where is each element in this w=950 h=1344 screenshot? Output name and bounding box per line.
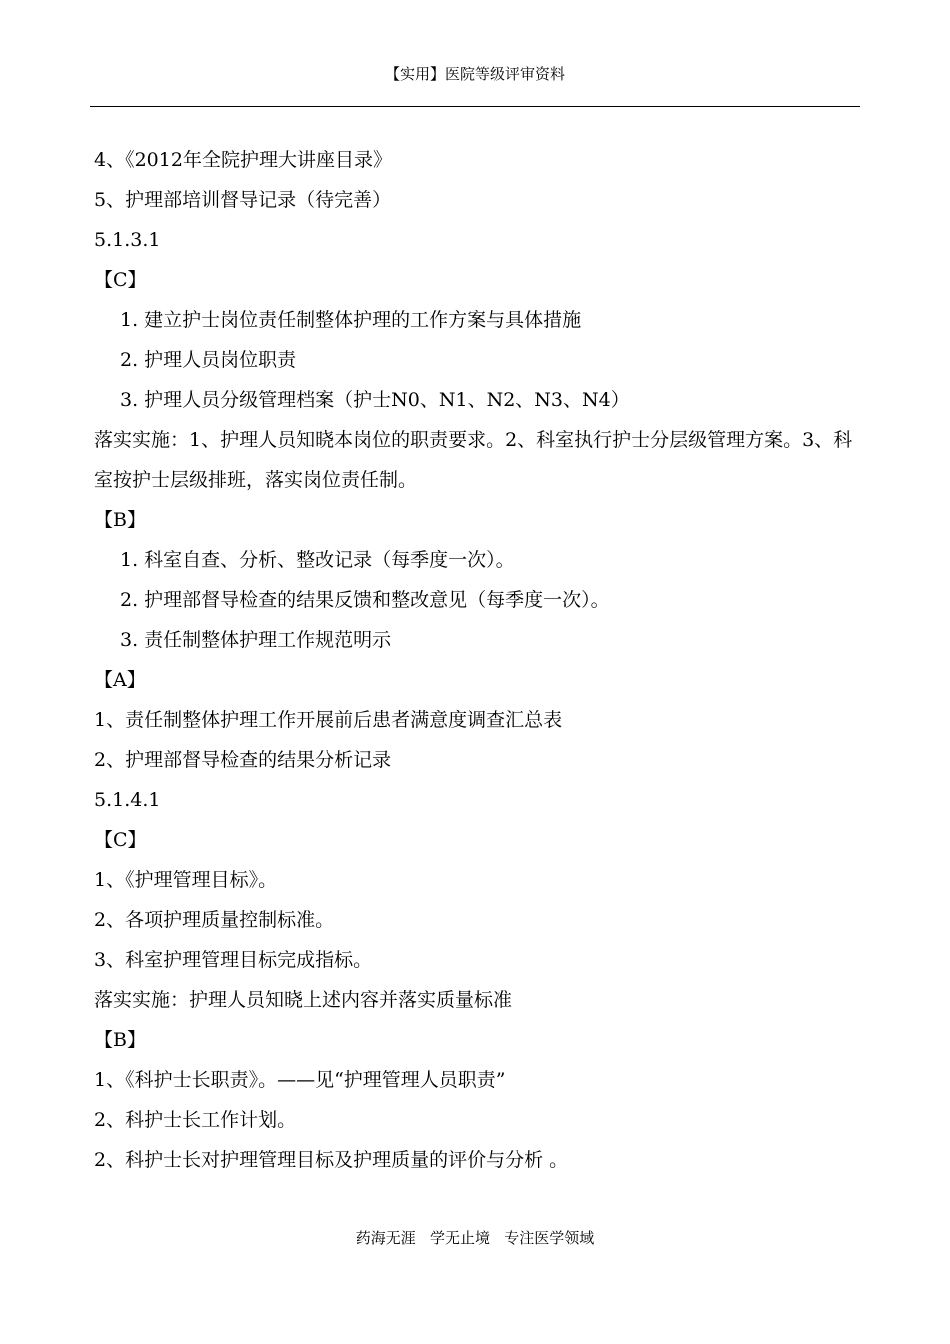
text-line: 2、各项护理质量控制标准。 <box>94 909 335 931</box>
implementation-paragraph: 落实实施：1、护理人员知晓本岗位的职责要求。2、科室执行护士分层级管理方案。3、科室按护士层级排班，落实岗位责任制。 <box>94 429 853 491</box>
implementation-paragraph: 落实实施：护理人员知晓上述内容并落实质量标准 <box>94 989 513 1011</box>
page-header: 【实用】医院等级评审资料 <box>384 65 565 83</box>
grade-heading-c: 【C】 <box>94 269 147 291</box>
text-line: 5、护理部培训督导记录（待完善） <box>94 189 392 211</box>
grade-heading-a: 【A】 <box>94 669 146 691</box>
section-number: 5.1.3.1 <box>94 229 161 251</box>
text-line: 1、《护理管理目标》。 <box>94 869 278 891</box>
list-item: 1. 科室自查、分析、整改记录（每季度一次）。 <box>120 549 515 571</box>
text-line: 2、科护士长对护理管理目标及护理质量的评价与分析 。 <box>94 1149 569 1171</box>
text-line: 4、《2012年全院护理大讲座目录》 <box>94 149 392 171</box>
list-item: 3. 护理人员分级管理档案（护士N0、N1、N2、N3、N4） <box>120 389 630 411</box>
document-body <box>94 140 864 1180</box>
section-number: 5.1.4.1 <box>94 789 161 811</box>
text-line: 1、责任制整体护理工作开展前后患者满意度调查汇总表 <box>94 709 563 731</box>
text-line: 2、科护士长工作计划。 <box>94 1109 297 1131</box>
list-item: 2. 护理人员岗位职责 <box>120 349 297 371</box>
text-line: 3、科室护理管理目标完成指标。 <box>94 949 373 971</box>
list-item: 3. 责任制整体护理工作规范明示 <box>120 629 392 651</box>
list-item: 2. 护理部督导检查的结果反馈和整改意见（每季度一次）。 <box>120 589 610 611</box>
page-footer: 药海无涯 学无止境 专注医学领域 <box>355 1229 595 1247</box>
header-divider <box>90 106 860 107</box>
grade-heading-b: 【B】 <box>94 509 146 531</box>
grade-heading-c: 【C】 <box>94 829 147 851</box>
list-item: 1. 建立护士岗位责任制整体护理的工作方案与具体措施 <box>120 309 582 331</box>
text-line: 1、《科护士长职责》。——见“护理管理人员职责” <box>94 1069 506 1091</box>
text-line: 2、护理部督导检查的结果分析记录 <box>94 749 392 771</box>
grade-heading-b: 【B】 <box>94 1029 146 1051</box>
